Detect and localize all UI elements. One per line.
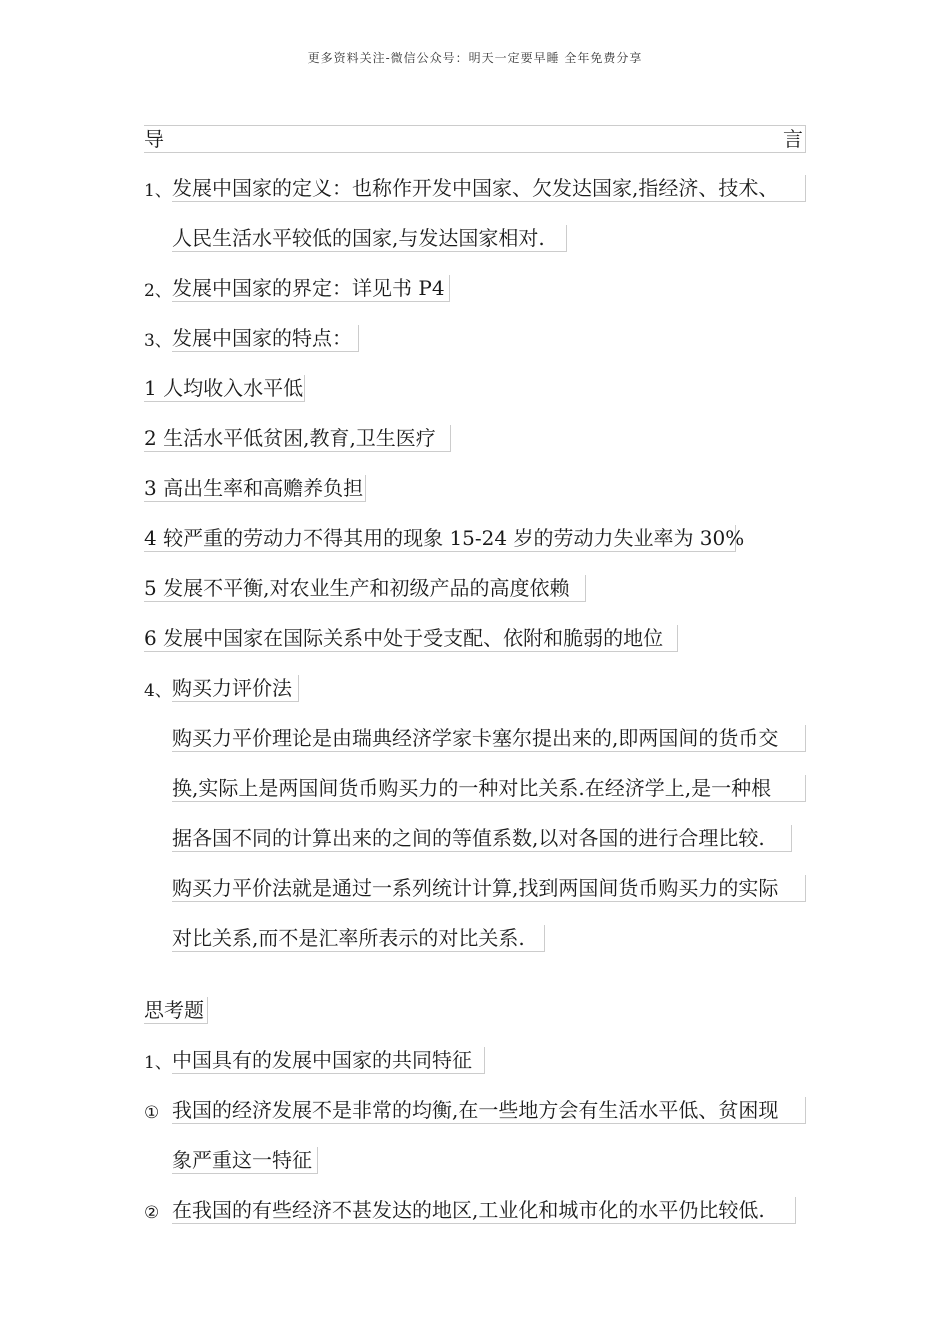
feature-item: 5 发展不平衡,对农业生产和初级产品的高度依赖 [144, 575, 586, 602]
question-number-1: 1、 [144, 1053, 172, 1073]
feature-item: 4 较严重的劳动力不得其用的现象 15-24 岁的劳动力失业率为 30% [144, 526, 745, 550]
title-left-char: 导 [144, 127, 164, 151]
ppp-paragraph-line: 换,实际上是两国间货币购买力的一种对比关系.在经济学上,是一种根 [172, 775, 806, 802]
answer-2-line-1: 在我国的有些经济不甚发达的地区,工业化和城市化的水平仍比较低. [172, 1197, 796, 1224]
questions-heading: 思考题 [144, 997, 208, 1024]
boundary-line: 发展中国家的界定：详见书 P4 [172, 275, 450, 302]
section-title [144, 125, 806, 153]
answer-1-line-1: 我国的经济发展不是非常的均衡,在一些地方会有生活水平低、贫困现 [172, 1097, 806, 1124]
ppp-paragraph-line: 对比关系,而不是汇率所表示的对比关系. [172, 925, 545, 952]
feature-item: 3 高出生率和高赡养负担 [144, 475, 366, 502]
answer-marker-1: ① [144, 1103, 160, 1123]
definition-line-2: 人民生活水平较低的国家,与发达国家相对. [172, 225, 567, 252]
title-right-char: 言 [783, 127, 803, 151]
item-number-2: 2、 [144, 281, 172, 301]
item-number-3: 3、 [144, 331, 172, 351]
question-1: 中国具有的发展中国家的共同特征 [172, 1047, 485, 1074]
item-number-1: 1、 [144, 181, 172, 201]
feature-item: 1 人均收入水平低 [144, 376, 304, 400]
answer-marker-2: ② [144, 1203, 160, 1223]
feature-item: 2 生活水平低贫困,教育,卫生医疗 [144, 425, 451, 452]
feature-item: 6 发展中国家在国际关系中处于受支配、依附和脆弱的地位 [144, 625, 678, 652]
features-heading: 发展中国家的特点： [172, 325, 359, 352]
ppp-paragraph-line: 据各国不同的计算出来的之间的等值系数,以对各国的进行合理比较. [172, 825, 792, 852]
ppp-paragraph-line: 购买力平价理论是由瑞典经济学家卡塞尔提出来的,即两国间的货币交 [172, 725, 806, 752]
item-number-4: 4、 [144, 681, 172, 701]
header-note: 更多资料关注-微信公众号：明天一定要早睡 全年免费分享 [307, 51, 643, 65]
definition-line-1: 发展中国家的定义：也称作开发中国家、欠发达国家,指经济、技术、 [172, 175, 806, 202]
ppp-heading: 购买力评价法 [172, 675, 299, 702]
answer-1-line-2: 象严重这一特征 [172, 1147, 318, 1174]
ppp-paragraph-line: 购买力平价法就是通过一系列统计计算,找到两国间货币购买力的实际 [172, 875, 806, 902]
